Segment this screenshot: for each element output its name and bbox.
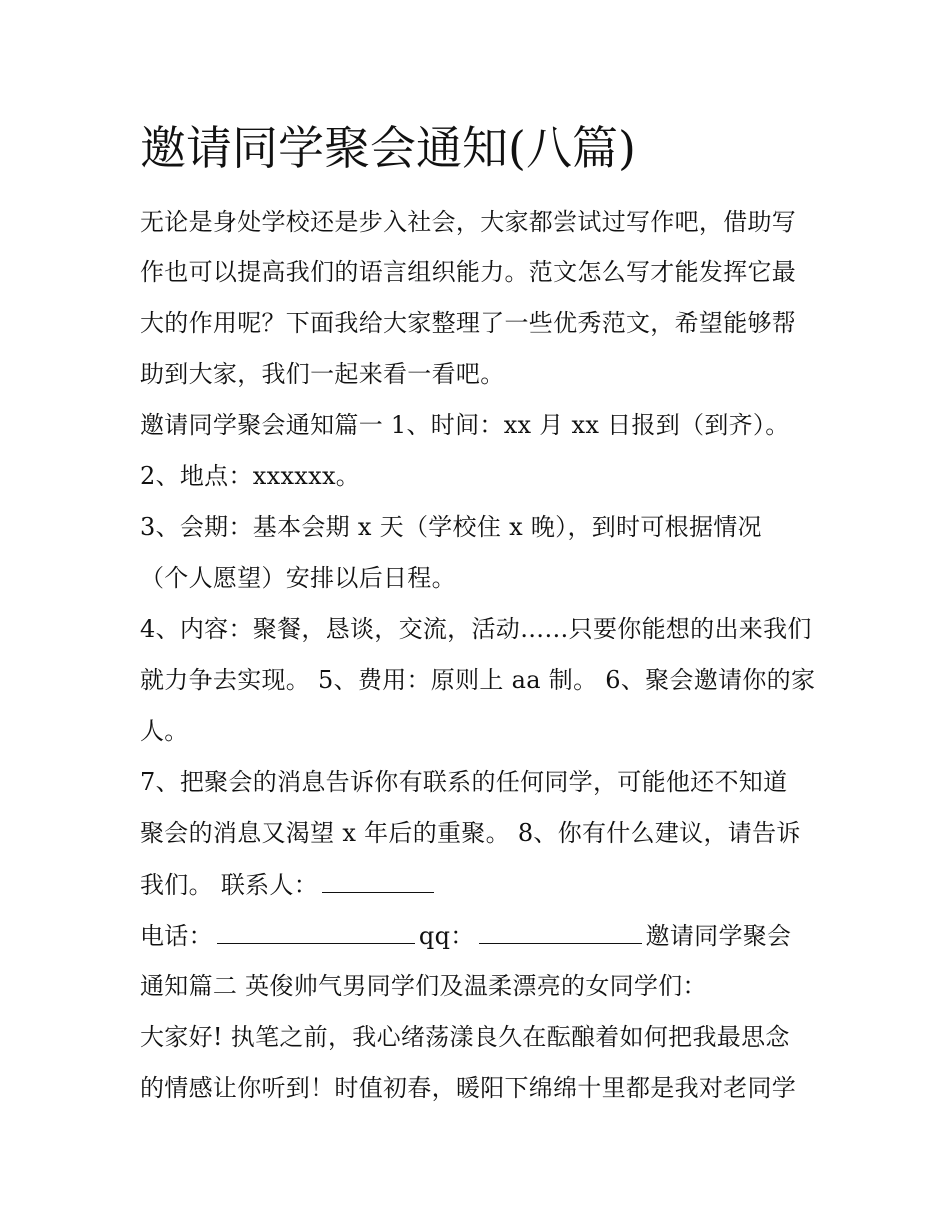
body-line-18: 的情感让你听到！时值初春，暖阳下绵绵十里都是我对老同学 (140, 1074, 797, 1102)
body-line-10: 就力争去实现。 5、费用：原则上 aa 制。 6、聚会邀请你的家 (140, 666, 816, 694)
body-line-1: 无论是身处学校还是步入社会，大家都尝试过写作吧，借助写 (140, 208, 797, 236)
qq-label: qq： (418, 922, 475, 950)
body-line-17: 大家好! 执笔之前，我心绪荡漾良久在酝酿着如何把我最思念 (140, 1023, 790, 1051)
phone-line (140, 919, 791, 952)
phone-label: 电话： (140, 922, 213, 950)
body-line-2: 作也可以提高我们的语言组织能力。范文怎么写才能发挥它最 (140, 258, 797, 286)
phone-blank (217, 919, 415, 944)
body-line-4: 助到大家，我们一起来看一看吧。 (140, 360, 505, 388)
qq-blank (479, 919, 642, 944)
body-line-8: （个人愿望）安排以后日程。 (140, 564, 456, 592)
body-line-5: 邀请同学聚会通知篇一 1、时间：xx 月 xx 日报到（到齐）。 (140, 411, 790, 439)
body-line-6: 2、地点：xxxxxx。 (140, 462, 361, 490)
contact-line-prefix: 我们。 联系人： (140, 871, 319, 899)
body-line-16: 通知篇二 英俊帅气男同学们及温柔漂亮的女同学们： (140, 972, 707, 1000)
contact-name-blank (322, 868, 434, 893)
body-line-12: 7、把聚会的消息告诉你有联系的任何同学，可能他还不知道 (140, 768, 788, 796)
body-line-7: 3、会期：基本会期 x 天（学校住 x 晚），到时可根据情况 (140, 513, 762, 541)
document-title: 邀请同学聚会通知(八篇) (140, 121, 636, 175)
body-line-9: 4、内容：聚餐，恳谈，交流，活动……只要你能想的出来我们 (140, 615, 812, 643)
phone-line-suffix: 邀请同学聚会 (645, 922, 792, 950)
body-line-13: 聚会的消息又渴望 x 年后的重聚。 8、你有什么建议，请告诉 (140, 819, 801, 847)
body-line-11: 人。 (140, 717, 189, 745)
body-line-3: 大的作用呢？下面我给大家整理了一些优秀范文，希望能够帮 (140, 309, 797, 337)
contact-line (140, 868, 438, 901)
